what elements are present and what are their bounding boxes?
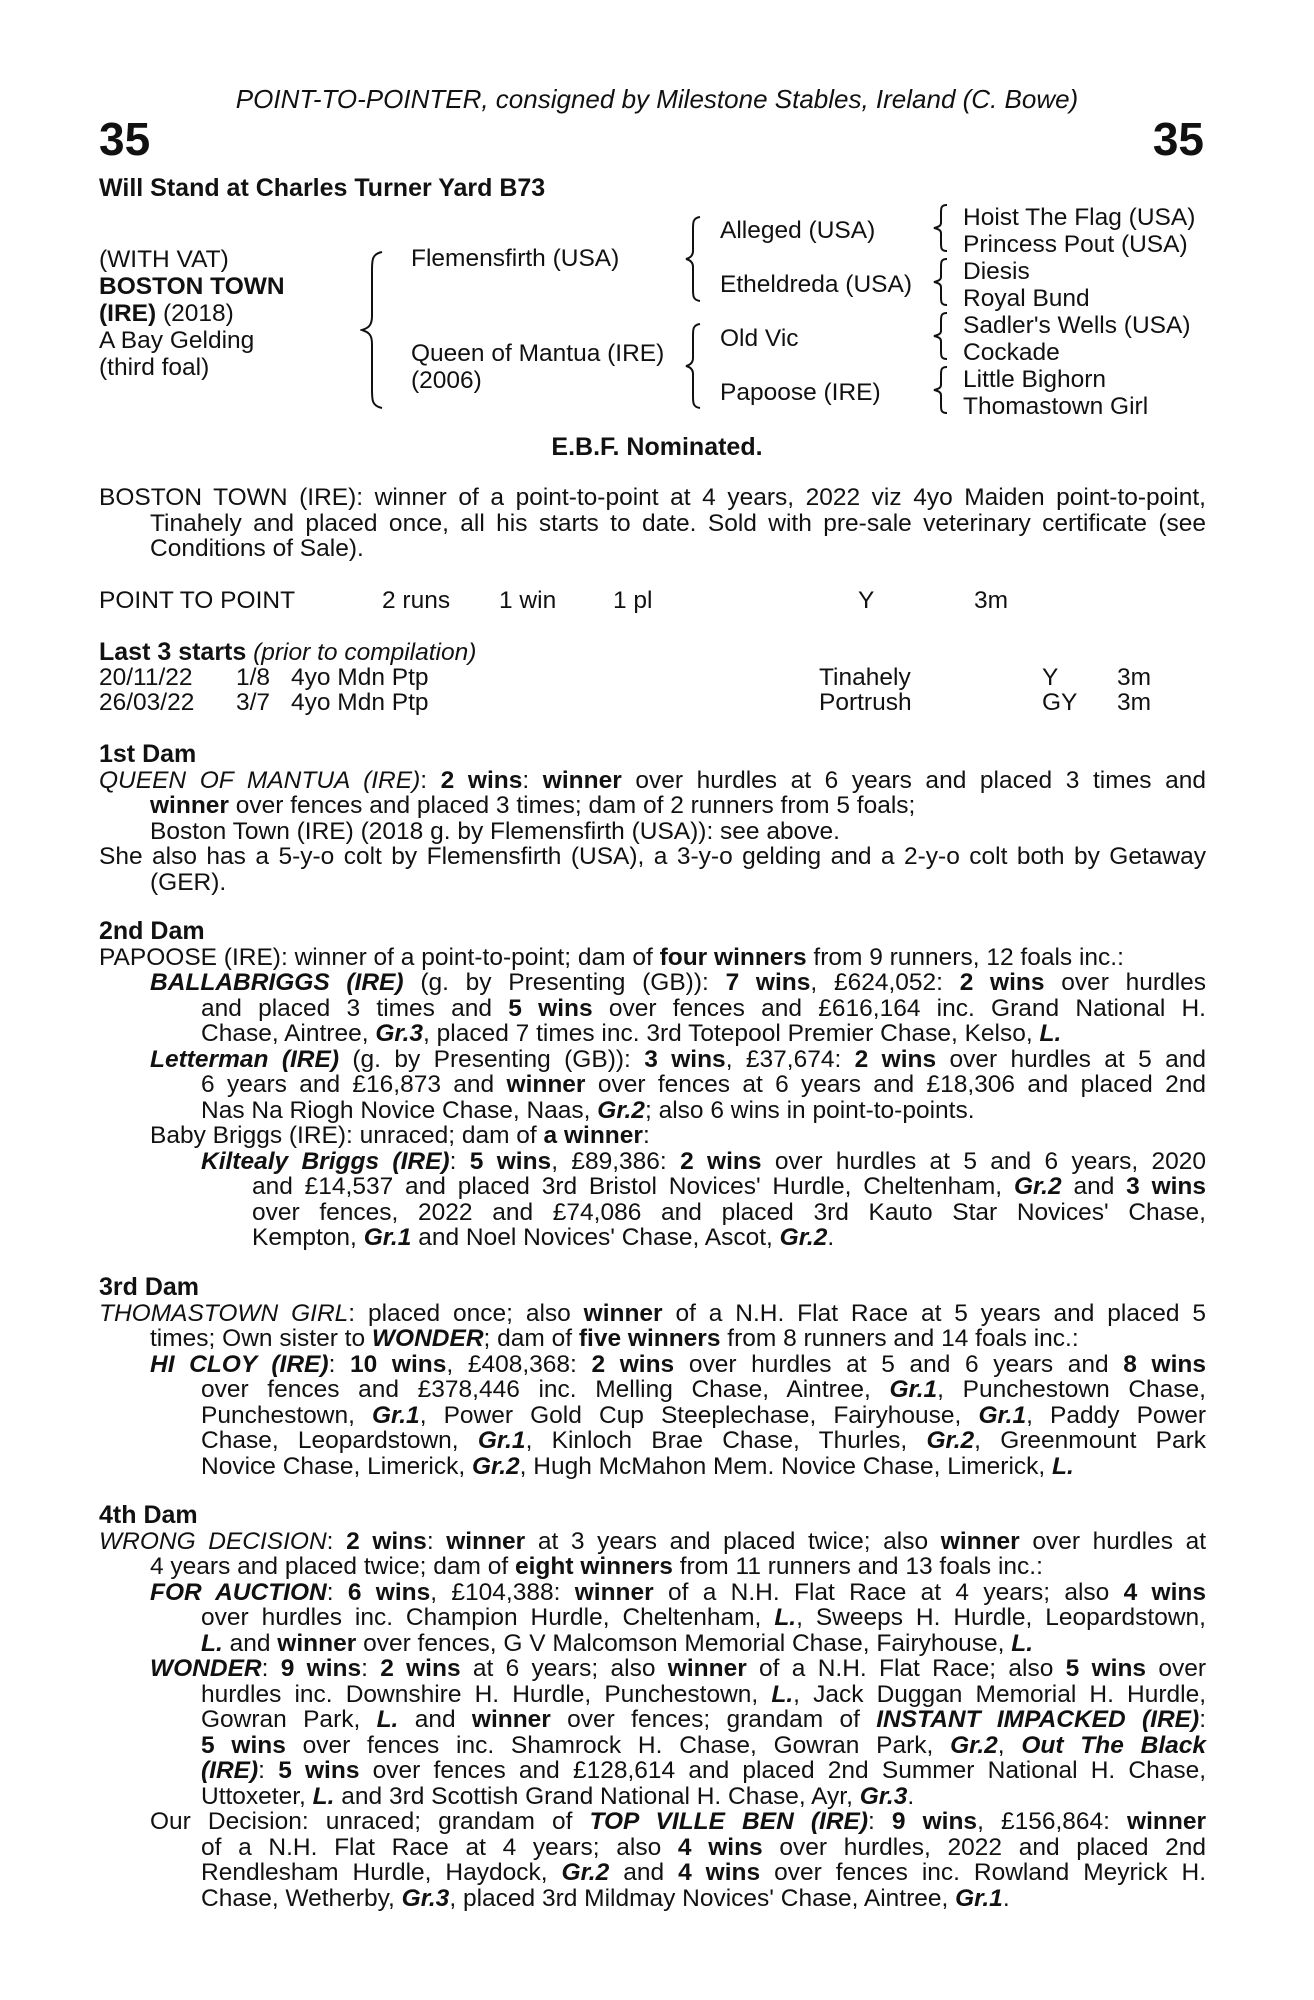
text-run: of a N.H. Flat Race; also <box>759 1655 1054 1682</box>
winners-count: five winners <box>578 1325 721 1352</box>
grade-label: Gr.1 <box>889 1376 938 1403</box>
text-run: over fences at 6 years and £18,306 and placed 2nd <box>597 1071 1206 1098</box>
text-run: , £37,674: <box>725 1045 842 1073</box>
text-run: : <box>868 1808 875 1835</box>
start-distance: 3m <box>1117 689 1152 716</box>
text-run: , Greenmount Park <box>974 1427 1207 1454</box>
listed-label: L. <box>771 1680 794 1708</box>
text-run: , Punchestown Chase, <box>937 1376 1206 1403</box>
text-run: : <box>326 1527 334 1555</box>
horse-name: BOSTON TOWN <box>99 273 285 300</box>
start-race: 4yo Mdn Ptp <box>291 689 429 716</box>
text-run: of a N.H. Flat Race at 5 years and placed 5 <box>675 1299 1206 1327</box>
text-run: over fences, G V Malcomson Memorial Chase, Fairyhouse, <box>363 1629 1005 1657</box>
text-run: over fences inc. Shamrock H. Chase, Gowran Park, <box>302 1731 934 1759</box>
horse-name: Letterman (IRE) <box>150 1045 339 1073</box>
listed-label: L. <box>1039 1020 1062 1047</box>
text-run: of a N.H. Flat Race at 4 years; also <box>667 1578 1110 1606</box>
winner-word: winner <box>574 1578 654 1606</box>
text-run: and <box>414 1706 456 1733</box>
listed-label: L. <box>376 1706 399 1733</box>
text-run: , Sweeps H. Hurdle, Leopardstown, <box>796 1604 1206 1631</box>
text-run: , placed 3rd Mildmay Novices' Chase, Aintree, <box>449 1884 949 1912</box>
great-grand-4: Royal Bund <box>963 285 1090 312</box>
summary-placed: 1 pl <box>613 587 653 614</box>
text-run: , Paddy Power <box>1026 1401 1207 1429</box>
horse-name: BALLABRIGGS (IRE) <box>150 969 404 996</box>
text-run: over hurdles at 5 and <box>949 1045 1206 1073</box>
text-run: from 9 runners, 12 foals inc.: <box>813 943 1124 971</box>
text-run: Kempton, <box>252 1224 357 1251</box>
start-date: 20/11/22 <box>99 664 193 691</box>
grade-label: Gr.1 <box>363 1224 412 1251</box>
text-run: and <box>229 1629 271 1657</box>
summary-going: Y <box>858 587 875 614</box>
grade-label: Gr.2 <box>597 1096 645 1124</box>
dam-label: Queen of Mantua (IRE) <box>411 340 665 367</box>
text-run: PAPOOSE (IRE): winner of a point-to-point; dam of <box>99 943 653 971</box>
text-run: Our Decision: unraced; grandam of <box>150 1808 573 1835</box>
last-starts-heading <box>99 640 476 666</box>
stand-location: Will Stand at Charles Turner Yard B73 <box>99 174 546 202</box>
fourth-dam-section <box>99 1503 1206 1911</box>
horse-name: (IRE) <box>201 1757 259 1784</box>
text-run: ; also 6 wins in point-to-points. <box>644 1096 975 1124</box>
summary-runs: 2 runs <box>382 587 451 614</box>
text-run: , Hugh McMahon Mem. Novice Chase, Limerick, <box>519 1452 1046 1480</box>
wins-count: 5 wins <box>278 1757 360 1784</box>
text-run: , placed 7 times inc. 3rd Totepool Premier Chase, Kelso, <box>423 1020 1033 1047</box>
winners-count: eight winners <box>514 1553 673 1580</box>
text-run: over <box>1158 1655 1206 1682</box>
vat-note: (WITH VAT) <box>99 246 229 273</box>
grade-label: Gr.1 <box>955 1884 1003 1912</box>
winner-word: winner <box>583 1299 663 1327</box>
text-run: hurdles inc. Downshire H. Hurdle, Punchestown, <box>201 1680 759 1708</box>
horse-name: TOP VILLE BEN (IRE) <box>589 1808 869 1835</box>
great-grand-6: Cockade <box>963 339 1060 366</box>
kiltealy-entry <box>201 1149 1206 1251</box>
text-run: Rendlesham Hurdle, Haydock, <box>201 1859 548 1886</box>
grade-label: Gr.2 <box>1013 1173 1062 1200</box>
winner-word: winner <box>277 1629 357 1657</box>
text-run: and £14,537 and placed 3rd Bristol Novices' Hurdle, Cheltenham, <box>252 1173 1003 1200</box>
text-run: : placed once; also <box>348 1299 571 1327</box>
text-run: . <box>1002 1884 1010 1912</box>
text-run: : <box>258 1757 265 1784</box>
horse-name: WONDER <box>371 1325 484 1352</box>
grade-label: Gr.2 <box>561 1859 610 1886</box>
text-run: over hurdles at 5 and 6 years, 2020 <box>774 1147 1207 1175</box>
horse-year: (2018) <box>162 300 234 327</box>
text-run: . <box>907 1782 915 1810</box>
text-run: over hurdles at 6 years and placed 3 times and <box>635 766 1206 794</box>
intro-line: BOSTON TOWN (IRE): winner of a point-to-point at 4 years, 2022 viz 4yo Maiden point-to-point, <box>99 484 1206 511</box>
horse-name: HI CLOY (IRE) <box>150 1350 329 1378</box>
text-run: Gowran Park, <box>201 1706 361 1733</box>
horse-name: WONDER <box>150 1655 262 1682</box>
winner-word: winner <box>150 792 229 819</box>
horse-name: Kiltealy Briggs (IRE) <box>201 1147 450 1175</box>
winners-count: four winners <box>659 943 807 971</box>
intro-line: Tinahely and placed once, all his starts to date. Sold with pre-sale veterinary certificate (see <box>150 509 1206 537</box>
ballabriggs-entry <box>150 970 1206 1047</box>
start-going: GY <box>1042 689 1078 716</box>
brace-gg1 <box>932 203 952 253</box>
second-dam-heading: 2nd Dam <box>99 917 205 945</box>
grade-label: Gr.1 <box>477 1427 526 1454</box>
first-dam-name: QUEEN OF MANTUA (IRE) <box>99 766 421 794</box>
listed-label: L. <box>1052 1452 1074 1480</box>
lot-number-right: 35 <box>1152 113 1204 165</box>
text-line: (GER). <box>150 868 227 896</box>
wins-count: 2 wins <box>380 1655 461 1682</box>
start-race: 4yo Mdn Ptp <box>291 664 429 691</box>
winner-word: winner <box>667 1655 747 1682</box>
grade-label: Gr.2 <box>926 1427 975 1454</box>
horse-foal: (third foal) <box>99 354 210 381</box>
text-run: over fences and £378,446 inc. Melling Chase, Aintree, <box>201 1376 871 1403</box>
text-run: : <box>1199 1706 1206 1733</box>
text-line: over fences, 2022 and £74,086 and placed 3rd Kauto Star Novices' Chase, <box>252 1198 1206 1226</box>
start-row <box>0 690 1314 716</box>
listed-label: L. <box>201 1629 223 1657</box>
lot-number-left: 35 <box>99 113 151 165</box>
horse-name: FOR AUCTION <box>150 1578 327 1606</box>
wins-count: 5 wins <box>508 994 593 1022</box>
wins-count: 3 wins <box>1126 1173 1207 1200</box>
wins-count: 2 wins <box>591 1350 675 1378</box>
start-course: Tinahely <box>819 664 911 691</box>
text-run: : <box>261 1655 269 1682</box>
text-run: times; Own sister to <box>150 1325 366 1352</box>
wins-count: 2 wins <box>959 969 1045 996</box>
text-run: , Jack Duggan Memorial H. Hurdle, <box>793 1680 1207 1708</box>
wins-count: 6 wins <box>347 1578 431 1606</box>
last-starts-title: Last 3 starts <box>99 638 247 666</box>
text-run: , £408,368: <box>446 1350 577 1378</box>
listed-label: L. <box>1011 1629 1034 1657</box>
text-run: over fences and £128,614 and placed 2nd Summer National H. Chase, <box>372 1757 1207 1784</box>
text-run: , £104,388: <box>430 1578 561 1606</box>
ebf-nominated: E.B.F. Nominated. <box>551 433 763 461</box>
start-course: Portrush <box>819 689 912 716</box>
text-run: . <box>827 1224 835 1251</box>
summary-label: POINT TO POINT <box>99 587 296 614</box>
text-run: over fences and placed 3 times; dam of 2 runners from 5 foals; <box>235 792 916 819</box>
second-dam-section <box>99 919 1206 1251</box>
wins-count: 2 wins <box>346 1527 427 1555</box>
text-run: over hurdles at <box>1032 1527 1207 1555</box>
text-run: and 3rd Scottish Grand National H. Chase, Ayr, <box>341 1782 853 1810</box>
text-run: and <box>623 1859 665 1886</box>
last-starts-note: (prior to compilation) <box>253 639 477 666</box>
winner-word: winner <box>940 1527 1020 1555</box>
brace-gg4 <box>932 365 952 415</box>
dam-name <box>411 340 664 394</box>
text-run: : <box>426 1527 434 1555</box>
winner-count: a winner <box>543 1122 643 1149</box>
wins-count: 4 wins <box>678 1859 761 1886</box>
wins-count: 4 wins <box>677 1833 763 1861</box>
granddam-2: Papoose (IRE) <box>720 379 881 406</box>
text-run: , £89,386: <box>551 1147 667 1175</box>
text-run: over hurdles, 2022 and placed 2nd <box>779 1833 1207 1861</box>
text-run: ; dam of <box>483 1325 573 1352</box>
grade-label: Gr.3 <box>375 1020 424 1047</box>
for-auction-entry <box>150 1580 1206 1657</box>
text-run: Punchestown, <box>201 1401 355 1429</box>
text-run: , Power Gold Cup Steeplechase, Fairyhouse, <box>419 1401 962 1429</box>
text-run: , £156,864: <box>977 1808 1110 1835</box>
dam-year: (2006) <box>411 367 482 394</box>
wonder-entry <box>150 1656 1206 1809</box>
wins-count: 2 wins <box>854 1045 937 1073</box>
text-run: Baby Briggs (IRE): unraced; dam of <box>150 1122 537 1149</box>
start-distance: 3m <box>1117 664 1152 691</box>
text-run: and Noel Novices' Chase, Ascot, <box>418 1224 773 1251</box>
text-run: and placed 3 times and <box>201 994 493 1022</box>
grandsire-2: Old Vic <box>720 325 799 352</box>
text-run: Chase, Wetherby, <box>201 1884 395 1912</box>
text-run: at 6 years; also <box>472 1655 656 1682</box>
winner-word: winner <box>446 1527 526 1555</box>
wins-count: 10 wins <box>350 1350 447 1378</box>
fourth-dam-heading: 4th Dam <box>99 1501 198 1529</box>
grade-label: Gr.2 <box>950 1731 998 1759</box>
wins-count: 2 wins <box>680 1147 762 1175</box>
winner-word: winner <box>1127 1808 1206 1835</box>
grade-label: Gr.3 <box>859 1782 908 1810</box>
sire: Flemensfirth (USA) <box>411 245 620 272</box>
text-run: Novice Chase, Limerick, <box>201 1452 466 1480</box>
wins-count: 2 wins <box>440 766 523 794</box>
text-run: (g. by Presenting (GB)): <box>352 1045 631 1073</box>
hicloy-entry <box>150 1352 1206 1480</box>
wins-count: 8 wins <box>1123 1350 1207 1378</box>
grade-label: Gr.2 <box>779 1224 828 1251</box>
text-run: 6 years and £16,873 and <box>201 1071 495 1098</box>
text-run: over hurdles inc. Champion Hurdle, Cheltenham, <box>201 1604 762 1631</box>
great-grand-8: Thomastown Girl <box>963 393 1149 420</box>
start-going: Y <box>1042 664 1059 691</box>
grade-label: Gr.2 <box>471 1452 520 1480</box>
great-grand-7: Little Bighorn <box>963 366 1107 393</box>
horse-info <box>99 246 285 381</box>
race-summary <box>0 588 1314 614</box>
text-run: Uttoxeter, <box>201 1782 306 1810</box>
winner-word: winner <box>471 1706 551 1733</box>
listed-label: L. <box>774 1604 797 1631</box>
brace-sire-line <box>684 215 706 303</box>
text-run: , <box>997 1731 1005 1759</box>
wins-count: 4 wins <box>1123 1578 1207 1606</box>
text-run: 4 years and placed twice; dam of <box>150 1553 509 1580</box>
text-run: over hurdles at 5 and 6 years and <box>688 1350 1109 1378</box>
text-run: from 8 runners and 14 foals inc.: <box>727 1325 1079 1352</box>
great-grand-3: Diesis <box>963 258 1030 285</box>
great-grand-2: Princess Pout (USA) <box>963 231 1188 258</box>
great-grand-5: Sadler's Wells (USA) <box>963 312 1191 339</box>
start-date: 26/03/22 <box>99 689 195 716</box>
text-run: , £624,052: <box>810 969 943 996</box>
granddam-1: Etheldreda (USA) <box>720 271 913 298</box>
fourth-dam-name: WRONG DECISION <box>99 1527 327 1555</box>
text-run: of a N.H. Flat Race at 4 years; also <box>201 1833 662 1861</box>
text-run: : <box>449 1147 457 1175</box>
horse-name: Out The Black <box>1021 1731 1207 1759</box>
text-run: at 3 years and placed twice; also <box>537 1527 929 1555</box>
brace-gg3 <box>932 311 952 361</box>
text-run: Chase, Leopardstown, <box>201 1427 459 1454</box>
third-dam-name: THOMASTOWN GIRL <box>99 1299 349 1327</box>
text-run: : <box>361 1655 368 1682</box>
horse-name: INSTANT IMPACKED (IRE) <box>876 1706 1200 1733</box>
text-run: : <box>326 1578 334 1606</box>
text-run: from 11 runners and 13 foals inc.: <box>679 1553 1043 1580</box>
wins-count: 5 wins <box>201 1731 286 1759</box>
winner-word: winner <box>506 1071 586 1098</box>
text-run: over hurdles <box>1061 969 1207 996</box>
start-position: 3/7 <box>236 689 271 716</box>
text-run: over fences; grandam of <box>567 1706 860 1733</box>
third-dam-heading: 3rd Dam <box>99 1273 200 1301</box>
page-header-title: POINT-TO-POINTER, consigned by Milestone Stables, Ireland (C. Bowe) <box>235 84 1079 114</box>
grade-label: Gr.3 <box>401 1884 450 1912</box>
third-dam-section <box>99 1275 1206 1479</box>
wins-count: 9 wins <box>891 1808 978 1835</box>
wins-count: 9 wins <box>280 1655 362 1682</box>
text-run: over fences and £616,164 inc. Grand National H. <box>608 994 1206 1022</box>
horse-country: (IRE) <box>99 300 157 327</box>
wins-count: 3 wins <box>644 1045 726 1073</box>
text-run: Chase, Aintree, <box>201 1020 369 1047</box>
text-run: : <box>642 1122 650 1149</box>
grade-label: Gr.1 <box>372 1401 420 1429</box>
grade-label: Gr.1 <box>978 1401 1027 1429</box>
our-decision-entry <box>99 1809 1206 1911</box>
great-grand-1: Hoist The Flag (USA) <box>963 204 1196 231</box>
text-run: (g. by Presenting (GB)): <box>420 969 709 996</box>
wins-count: 5 wins <box>469 1147 552 1175</box>
wins-count: 7 wins <box>725 969 811 996</box>
horse-description: A Bay Gelding <box>99 327 255 354</box>
intro-paragraph <box>99 485 1206 562</box>
brace-dam-line <box>684 322 706 410</box>
intro-line: Conditions of Sale). <box>150 535 364 562</box>
grandsire-1: Alleged (USA) <box>720 217 876 244</box>
first-dam-heading: 1st Dam <box>99 740 197 768</box>
text-run: and <box>1073 1173 1115 1200</box>
winner-word: winner <box>542 766 622 794</box>
wins-count: 5 wins <box>1065 1655 1147 1682</box>
letterman-entry <box>150 1047 1206 1124</box>
first-dam-section: 1st Dam QUEEN OF MANTUA (IRE): 2 wins: winner over hurdles at 6 years and placed 3 times and winner over fences and placed 3 times; dam of 2 runners from 5 foals; Boston Town (IRE) (2018 g. by Flemensfirth (USA)): see above. She also has a 5-y-o colt by Flemensfirth (USA), a 3-y-o gelding and a 2-y-o colt both by Getaway (GER). <box>99 740 1206 896</box>
summary-wins: 1 win <box>499 587 557 614</box>
text-run: over fences inc. Rowland Meyrick H. <box>774 1859 1207 1886</box>
summary-distance: 3m <box>974 587 1009 614</box>
brace-gg2 <box>932 257 952 307</box>
text-run: : <box>328 1350 336 1378</box>
pedigree-brace-main <box>360 250 390 410</box>
produce-line: Boston Town (IRE) (2018 g. by Flemensfirth (USA)): see above. <box>150 817 840 845</box>
listed-label: L. <box>312 1782 335 1810</box>
start-position: 1/8 <box>236 664 271 691</box>
text-line: She also has a 5-y-o colt by Flemensfirth (USA), a 3-y-o gelding and a 2-y-o colt both by Getaway <box>99 843 1206 870</box>
start-row <box>0 665 1314 691</box>
text-run: Nas Na Riogh Novice Chase, Naas, <box>201 1096 591 1124</box>
text-run: , Kinloch Brae Chase, Thurles, <box>525 1427 908 1454</box>
